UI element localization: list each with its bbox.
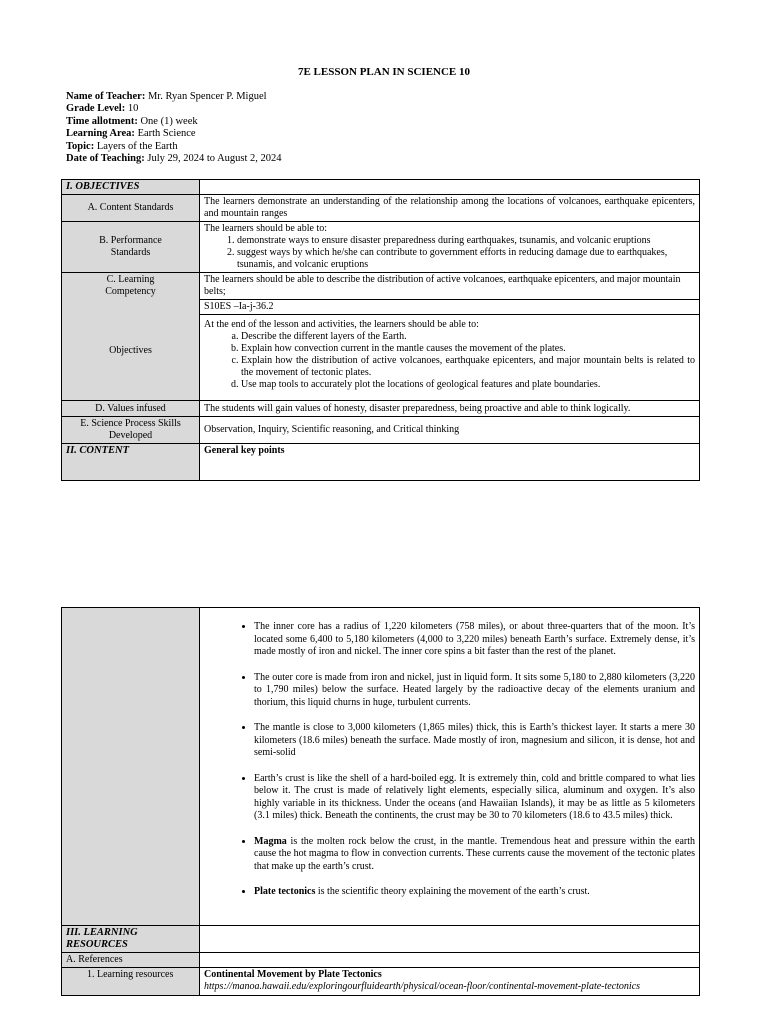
objectives-label: Objectives (109, 345, 152, 356)
list-item: • Plate tectonics is the scientific theory explaining the movement of the earth’s crust. (254, 886, 695, 899)
content-standards-text: The learners demonstrate an understanding of the relationship among the locations of volcanoes, earthquake epicenters, and mountain ranges (200, 195, 700, 222)
list-item: b. Explain how convection current in the mantle causes the movement of the plates. (241, 343, 695, 355)
list-item: c. Explain how the distribution of active volcanoes, earthquake epicenters, and major mountain belts is related to the movement of tectonic plates. (241, 355, 695, 379)
meta-grade: Grade Level: 10 (66, 103, 139, 115)
learning-competency-text: The learners should be able to describe the distribution of active volcanoes, earthquake epicenters, and major mountain belts; (200, 273, 700, 300)
performance-standards-text: The learners should be able to: 1. demonstrate ways to ensure disaster preparedness during earthquakes, tsunamis, and volcanic eruptions 2. suggest ways by which he/she can contribute to government efforts in reducing damage due to earthquakes, tsunamis, and volcanic eruptions (200, 222, 700, 273)
objectives-table (61, 179, 700, 481)
process-skills-text: Observation, Inquiry, Scientific reasoning, and Critical thinking (200, 417, 700, 444)
process-skills-label: E. Science Process Skills Developed (62, 417, 200, 444)
resource-title: Continental Movement by Plate Tectonics (204, 969, 382, 980)
content-heading: II. CONTENT (62, 444, 200, 481)
references-label: A. References (62, 953, 200, 968)
meta-topic: Topic: Layers of the Earth (66, 140, 178, 152)
performance-standards-label: B. Performance Standards (62, 222, 200, 273)
objectives-heading: I. OBJECTIVES (62, 180, 200, 195)
list-item: • The mantle is close to 3,000 kilometers (1,865 miles) thick, this is Earth’s thickest layer. It starts a mere 30 kilometers (18.6 miles) beneath the surface. Made mostly of iron, magnesium and silicon, it is dense, hot and semi-solid (254, 722, 695, 760)
list-item: • Earth’s crust is like the shell of a hard-boiled egg. It is extremely thin, cold and brittle compared to what lies below it. The crust is made of relatively light elements, especially silica, aluminum and oxygen. It’s also highly variable in its thickness. Under the oceans (and Hawaiian Islands), it may be as little as 5 kilometers (3.1 miles) thick. Beneath the continents, the crust may be 30 to 70 kilometers (18.6 to 43.5 miles) thick. (254, 773, 695, 823)
learning-competency-label: C. Learning Competency Objectives (62, 273, 200, 401)
values-label: D. Values infused (62, 401, 200, 417)
key-points-cell (200, 608, 700, 926)
meta-teacher: Name of Teacher: Mr. Ryan Spencer P. Miguel (66, 91, 267, 102)
resources-heading: III. LEARNING RESOURCES (62, 926, 200, 953)
meta-time: Time allotment: One (1) week (66, 115, 198, 127)
list-item: 2. suggest ways by which he/she can contribute to government efforts in reducing damage due to earthquakes, tsunamis, and volcanic eruptions (237, 247, 695, 271)
content-resources-table (61, 607, 700, 996)
list-item: a. Describe the different layers of the Earth. (241, 331, 695, 343)
list-item: • The outer core is made from iron and nickel, just in liquid form. It sits some 5,180 to 2,880 kilometers (3,220 to 1,790 miles) below the surface. Heated largely by the radioactive decay of the elements uranium and thorium, this liquid churns in huge, turbulent currents. (254, 672, 695, 710)
learning-resources-label: 1. Learning resources (62, 968, 200, 996)
key-points-list (204, 621, 695, 899)
lesson-meta (66, 91, 282, 165)
page-title: 7E LESSON PLAN IN SCIENCE 10 (297, 66, 471, 78)
list-item: • Magma is the molten rock below the crust, in the mantle. Tremendous heat and pressure within the earth cause the hot magma to flow in convection currents. These currents cause the movement of the tectonic plates that make up the earth’s crust. (254, 836, 695, 874)
objectives-text: At the end of the lesson and activities, the learners should be able to: a. Describe the different layers of the Earth. b. Explain how convection current in the mantle causes the movement of the plates. c. Explain how the distribution of active volcanoes, earthquake epicenters, and major mountain belts is related to the movement of tectonic plates. d. Use map tools to accurately plot the locations of geological features and plate boundaries. (200, 315, 700, 401)
competency-code: S10ES –Ia-j-36.2 (200, 300, 700, 315)
list-item: d. Use map tools to accurately plot the locations of geological features and plate boundaries. (241, 379, 695, 391)
list-item: • The inner core has a radius of 1,220 kilometers (758 miles), or about three-quarters that of the moon. It’s located some 6,400 to 5,180 kilometers (4,000 to 3,220 miles) beneath Earth’s surface. Extremely dense, it’s made mostly of iron and nickel. The inner core spins a bit faster than the rest of the planet. (254, 621, 695, 659)
list-item: 1. demonstrate ways to ensure disaster preparedness during earthquakes, tsunamis, and volcanic eruptions (237, 235, 695, 247)
meta-date: Date of Teaching: July 29, 2024 to August 2, 2024 (66, 153, 282, 165)
content-standards-label: A. Content Standards (62, 195, 200, 222)
learning-resources-cell (200, 968, 700, 996)
meta-area: Learning Area: Earth Science (66, 128, 196, 140)
values-text: The students will gain values of honesty, disaster preparedness, being proactive and able to think logically. (200, 401, 700, 417)
resource-url-link[interactable]: https://manoa.hawaii.edu/exploringourfluidearth/physical/ocean-floor/continental-movement-plate-tectonics (204, 981, 641, 992)
content-subheading: General key points (200, 444, 700, 481)
